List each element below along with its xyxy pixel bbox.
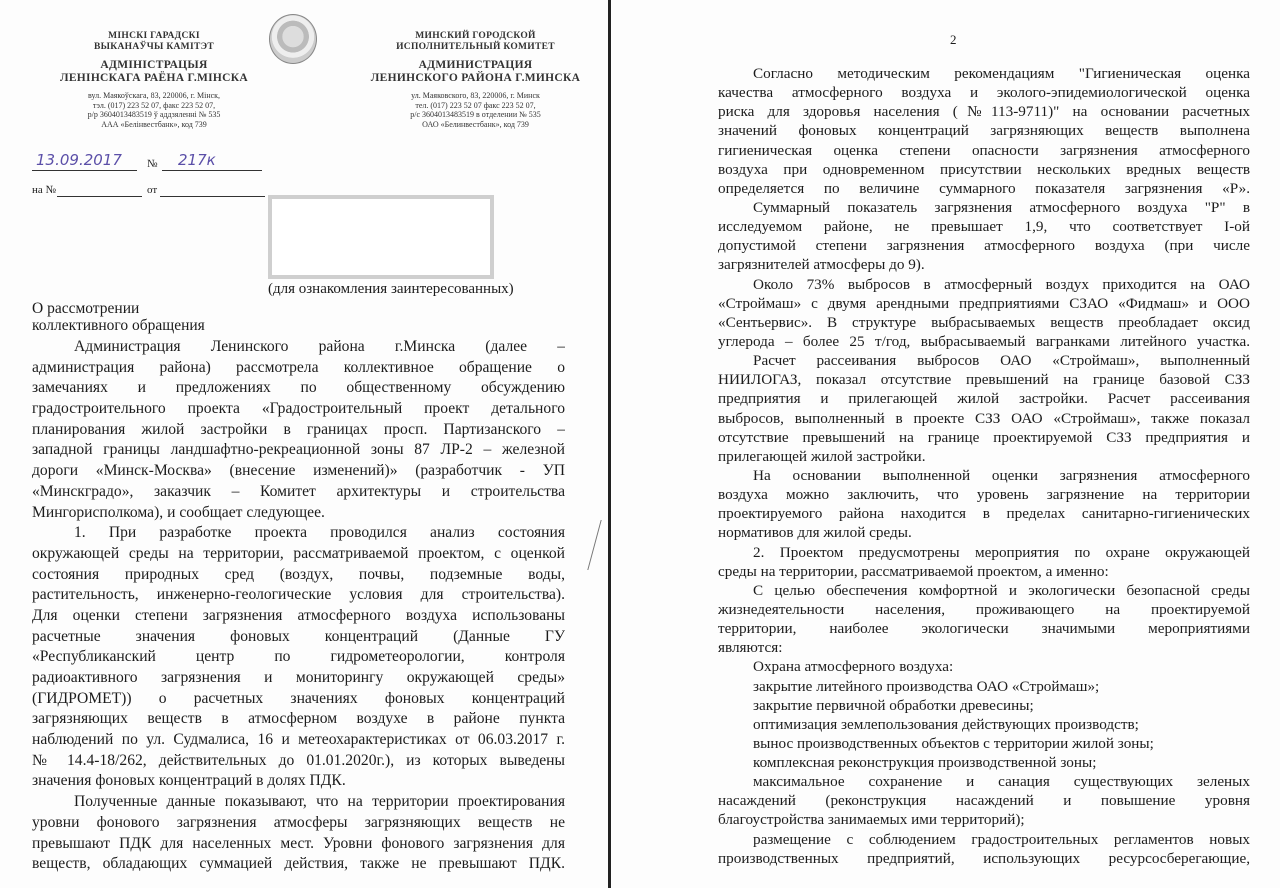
handwritten-number: 217к [178,151,216,169]
org-line: ИСПОЛНИТЕЛЬНЫЙ КОМИТЕТ [396,42,555,52]
reference-underline [57,196,142,197]
paragraph [718,351,1250,466]
date-underline [32,170,137,171]
address-line: ОАО «Белинвестбанк», код 739 [422,119,529,129]
redacted-addressee [268,195,494,279]
text-line: Расчет рассеивания выбросов ОАО «Строймаш», выполненный [753,352,1250,370]
text-line: загрязнителей атмосферы до 9). [718,256,925,274]
text-line: растительность, инженерно-геологические условия для строительства). [32,586,565,604]
text-line: Администрация Ленинского района г.Минска (далее – [74,338,565,355]
admin-line: ЛЕНИНСКОГО РАЙОНА Г.МИНСКА [370,72,581,84]
text-line: максимальное сохранение и санация существующих зеленых [753,773,1250,791]
paragraph [718,753,1250,772]
text-line: градостроительного проекта «Градостроительный проект детального [32,400,565,418]
letterhead-belarusian [40,31,268,129]
text-line: закрытие первичной обработки древесины; [753,696,1034,714]
text-line: допустимой степени загрязнения атмосферного воздуха (при числе [718,237,1250,255]
address-line: р/р 3604013483519 ў аддзяленні № 535 [87,110,221,119]
text-line: НИИЛОГАЗ, показал отсутствие превышений на границе базовой СЗЗ [718,371,1250,389]
text-line: риска для здоровья населения (№113-9711)" на основании расчетных [718,103,1250,121]
text-line: С целью обеспечения комфортной и экологически безопасной среды [753,581,1250,599]
state-emblem-icon [269,14,317,64]
text-line: нормативов для жилой среды. [718,524,912,542]
page-divider [608,0,611,888]
reference-date-underline [160,196,265,197]
text-line: Около 73% выбросов в атмосферный воздух приходится на ОАО [753,275,1250,293]
text-line: Согласно методическим рекомендациям "Гигиеническая оценка [753,65,1250,82]
address-line: тел. (017) 223 52 07 факс 223 52 07, [415,100,536,110]
text-line: прилегающей жилой застройки. [718,447,926,465]
paragraph [32,337,565,523]
text-line: значения фоновых концентраций в долях ПДК. [32,772,346,790]
admin-line: АДМИНИСТРАЦИЯ [418,59,533,71]
text-line: превышают ПДК для населенных мест. Уровни фонового загрязнения для [32,834,565,852]
text-line: среды на территории, рассматриваемой проектом, а именно: [718,562,1109,580]
text-line: «Минскградо», заказчик – Комитет архитектуры и строительства [32,482,565,500]
paragraph [718,830,1250,868]
subject-line: коллективного обращения [32,317,205,334]
text-line: замечаниях и предложениях по общественному обсуждению [32,379,565,397]
text-line: (ГИДРОМЕТ)) о расчетных значениях фоновых концентраций [32,689,565,707]
paragraph [718,64,1250,198]
org-line: ВЫКАНАЎЧЫ КАМІТЭТ [94,42,214,52]
text-line: планирования жилой застройки в границах просп. Партизанского – [32,420,565,438]
text-line: территории, наиболее экологически значимыми мероприятиями [718,620,1250,638]
text-line: воздуха при одновременном присутствии нескольких вредных веществ [718,160,1250,178]
text-line: администрация района) рассмотрела коллективное обращение о [32,358,565,376]
address-block [40,91,268,129]
text-line: комплексная реконструкция производственной зоны; [753,754,1097,772]
text-line: оптимизация землепользования действующих производств; [753,715,1139,733]
text-line: уровни фонового загрязнения атмосферы загрязняющих веществ не [32,813,565,831]
subject [32,300,205,334]
text-line: Охрана атмосферного воздуха: [753,658,954,676]
text-line: Полученные данные показывают, что на территории проектирования [74,793,565,811]
text-line: «Сентьервис». В структуре выбрасываемых веществ преобладает оксид [718,313,1250,331]
text-line: загрязняющих веществ в атмосферном воздухе в районе пункта [32,710,565,728]
text-line: «Строймаш» с двумя арендными предприятиями СЗАО «Фидмаш» и ООО [718,294,1250,312]
letter-page-1 [0,0,608,888]
reference-from-label: от [147,184,158,196]
text-line: На основании выполненной оценки загрязнения атмосферного [753,466,1250,484]
text-line: веществ, обладающих суммацией действия, также не превышают ПДК. [32,855,565,873]
text-line: углерода – более 25 т/год, выбрасываемый вагранками литейного участка. [718,332,1250,350]
text-line: 1. При разработке проекта проводился анализ состояния [74,524,565,542]
text-line: Мингорисполкома), и сообщает следующее. [32,503,325,521]
text-line: радиоактивного загрязнения и мониторингу окружающей среды» [32,669,565,686]
text-line: жизнедеятельности населения, проживающего на проектируемой [718,600,1250,618]
text-line: вынос производственных объектов с территории жилой зоны; [753,734,1154,752]
paragraph [718,715,1250,734]
text-line: окружающей среды на территории, рассматриваемой проектом, с оценкой [32,544,565,562]
address-line: ААА «Белінвестбанк», код 739 [101,119,207,129]
page-number: 2 [950,32,957,47]
text-line: расчетные значения фоновых концентраций (Данные ГУ [32,627,565,645]
text-line: состояния природных сред (воздух, почвы, подземные воды, [32,565,565,583]
paragraph [32,792,565,875]
text-line: западной границы ландшафтно-рекреационной зоны 87 ЛР-2 – железной [32,441,565,459]
letter-body-page-2 [718,64,1250,868]
text-line: качества атмосферного воздуха и эколого-эпидемиологической оценка [718,84,1250,102]
admin-line: ЛЕНІНСКАГА РАЁНА Г.МІНСКА [59,72,249,84]
paragraph [32,523,565,792]
text-line: наблюдений по ул. Судмалиса, 16 и метеохарактеристиках от 06.03.2017 г. [32,731,565,749]
paragraph [718,198,1250,275]
text-line: размещение с соблюдением градостроительных регламентов новых [753,830,1250,848]
text-line: значений фоновых концентраций загрязняющих веществ выполнена [718,122,1250,140]
address-line: р/с 3604013483519 в отделении № 535 [410,110,541,119]
addressee-note: (для ознакомления заинтересованных) [268,281,514,297]
text-line: определяется по величине суммарного показателя загрязнения «Р». [718,179,1250,197]
letterhead-russian [358,31,593,129]
paragraph [718,657,1250,676]
text-line: «Республиканский центр по гидрометеорологии, контроля [32,648,565,666]
text-line: проектируемого района находится в пределах санитарно-гигиенических [718,505,1250,523]
handwritten-date: 13.09.2017 [36,151,122,169]
address-line: вул. Маякоўскага, 83, 220006, г. Мінск, [87,91,221,100]
text-line: гигиеническая оценка степени опасности загрязнения атмосферного [718,141,1250,159]
address-line: ул. Маяковского, 83, 220006, г. Минск [411,91,540,100]
org-line: МИНСКИЙ ГОРОДСКОЙ [415,31,536,41]
subject-line: О рассмотрении [32,300,140,317]
text-line: являются: [718,639,783,657]
paragraph [718,543,1250,581]
text-line: закрытие литейного производства ОАО «Строймаш»; [753,677,1100,695]
paragraph [718,466,1250,543]
admin-line: АДМІНІСТРАЦЫЯ [100,59,208,71]
text-line: дороги «Минск-Москва» (внесение изменений)» (разработчик - УП [32,462,565,480]
text-line: 2. Проектом предусмотрены мероприятия по охране окружающей [753,543,1250,561]
text-line: Для оценки степени загрязнения атмосферного воздуха использованы [32,606,565,624]
number-label: № [147,158,158,170]
text-line: благоустройства занимаемых ими территорий); [718,811,1025,829]
paragraph [718,734,1250,753]
text-line: отсутствие превышений на границе проектируемой СЗЗ предприятия и [718,428,1250,446]
paragraph [718,275,1250,352]
text-line: насаждений (реконструкция насаждений и повышение уровня [718,792,1250,810]
text-line: воздуха можно заключить, что уровень загрязнение на территории [718,486,1250,504]
text-line: предприятия и прилегающей жилой застройки. Расчет рассеивания [718,390,1250,408]
text-line: Суммарный показатель загрязнения атмосферного воздуха "Р" в [753,198,1250,216]
paragraph [718,581,1250,658]
address-block [358,91,593,129]
text-line: выбросов, выполненный в проекте СЗЗ ОАО «Строймаш», также показал [718,409,1250,427]
number-underline [162,170,262,171]
address-line: тэл. (017) 223 52 07, факс 223 52 07, [92,100,216,110]
paragraph [718,677,1250,696]
paragraph [718,696,1250,715]
org-line: МІНСКІ ГАРАДСКІ [108,31,200,41]
text-line: производственных предприятий, использующих ресурсосберегающие, [718,849,1250,867]
reference-label: на № [32,184,57,196]
text-line: № 14.4-18/262, действительных до 01.01.2020г.), из которых выведены [32,751,565,769]
letter-body-page-1 [32,337,565,875]
paragraph [718,772,1250,829]
text-line: исследуемом районе, не превышает 1,9, что соответствует I-ой [718,218,1250,236]
